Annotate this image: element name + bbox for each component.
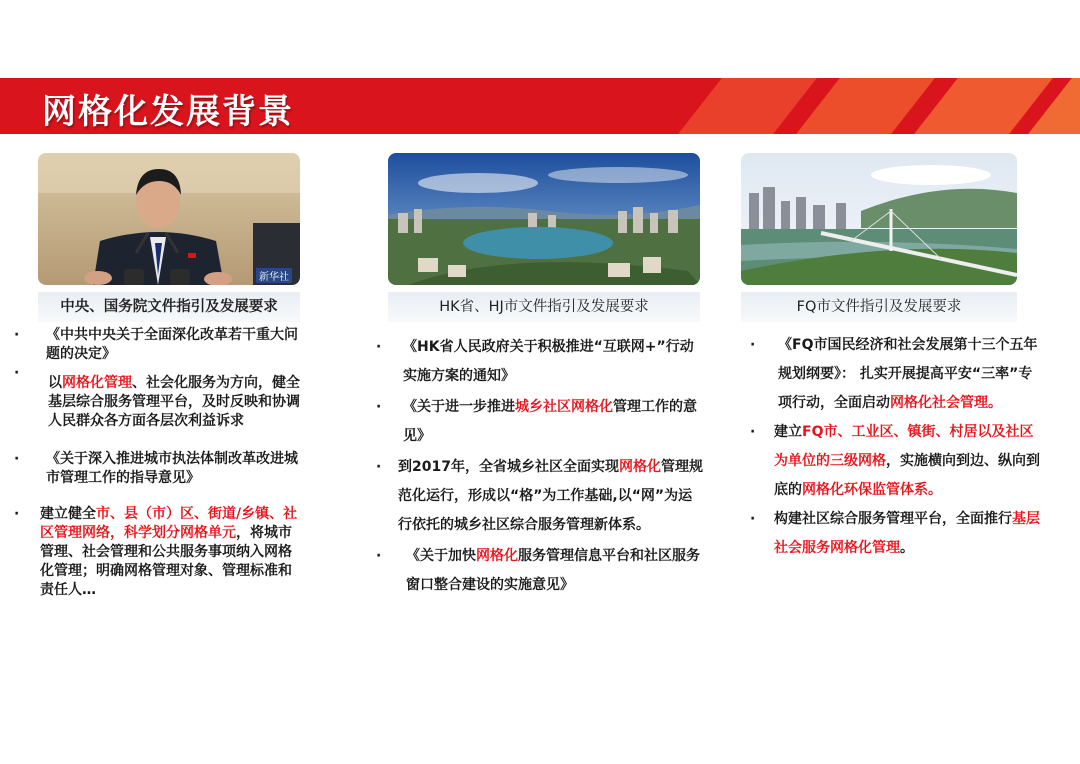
list-item	[14, 365, 304, 431]
item-text: 《中共中央关于全面深化改革若干重大问题的决定》	[46, 327, 298, 362]
item-text: 建立FQ市、工业区、镇街、村居以及社区为单位的三级网格，实施横向到边、纵向到底的网格化环保监管体系。	[774, 424, 1040, 498]
item-text: 《关于加快网格化服务管理信息平台和社区服务窗口整合建设的实施意见》	[406, 548, 700, 593]
bullet-dot: ·	[14, 327, 20, 343]
list-item	[376, 542, 706, 600]
speaker-photo	[38, 153, 300, 285]
city-lake-photo	[388, 153, 700, 285]
decor-stripe	[678, 78, 817, 134]
bullet-dot: ·	[750, 424, 756, 440]
bullet-dot: ·	[750, 511, 756, 527]
decor-stripe	[914, 78, 1053, 134]
item-text: 建立健全市、县（市）区、街道/乡镇、社区管理网络，科学划分网格单元，将城市管理、社会管理和公共服务事项纳入网格化管理；明确网格管理对象、管理标准和责任人…	[40, 506, 298, 598]
list-item	[750, 331, 1040, 418]
header-banner	[0, 78, 1080, 134]
item-text: 《关于进一步推进城乡社区网格化管理工作的意见》	[403, 399, 697, 444]
list-item	[376, 333, 706, 391]
bullet-dot: ·	[376, 459, 382, 475]
item-text: 《关于深入推进城市执法体制改革改进城市管理工作的指导意见》	[46, 451, 298, 486]
list-item	[750, 418, 1040, 505]
bullet-dot: ·	[376, 399, 382, 415]
bullet-dot: ·	[14, 365, 20, 381]
city-requirements-list	[750, 331, 1040, 563]
caption-city: FQ市文件指引及发展要求	[741, 292, 1017, 322]
list-item	[14, 326, 304, 364]
bullet-dot: ·	[376, 548, 382, 564]
list-item	[750, 505, 1040, 563]
item-text: 《HK省人民政府关于积极推进“互联网+”行动实施方案的通知》	[403, 339, 694, 384]
caption-province: HK省、HJ市文件指引及发展要求	[388, 292, 700, 322]
item-text: 以网格化管理、社会化服务为方向，健全基层综合服务管理平台，及时反映和协调人民群众各方面各层次利益诉求	[48, 375, 300, 429]
watermark-badge: 新华社	[256, 268, 292, 283]
list-item	[14, 505, 304, 600]
list-item	[376, 393, 706, 451]
item-text: 《FQ市国民经济和社会发展第十三个五年规划纲要》： 扎实开展提高平安“三率”专项行动，全面启动网格化社会管理。	[778, 337, 1038, 411]
central-requirements-list	[14, 326, 304, 600]
bullet-dot: ·	[750, 337, 756, 353]
item-text: 到2017年，全省城乡社区全面实现网格化管理规范化运行，形成以“格”为工作基础,以“网”为运行依托的城乡社区综合服务管理新体系。	[398, 459, 703, 533]
province-requirements-list	[376, 333, 706, 600]
page-title: 网格化发展背景	[42, 92, 294, 132]
bullet-dot: ·	[14, 451, 20, 467]
bridge-river-photo	[741, 153, 1017, 285]
list-item	[14, 450, 304, 488]
bullet-dot: ·	[14, 506, 20, 522]
bullet-dot: ·	[376, 339, 382, 355]
decor-stripe	[796, 78, 935, 134]
item-text: 构建社区综合服务管理平台，全面推行基层社会服务网格化管理。	[774, 511, 1040, 556]
list-item	[376, 453, 706, 540]
caption-central: 中央、国务院文件指引及发展要求	[38, 292, 300, 322]
